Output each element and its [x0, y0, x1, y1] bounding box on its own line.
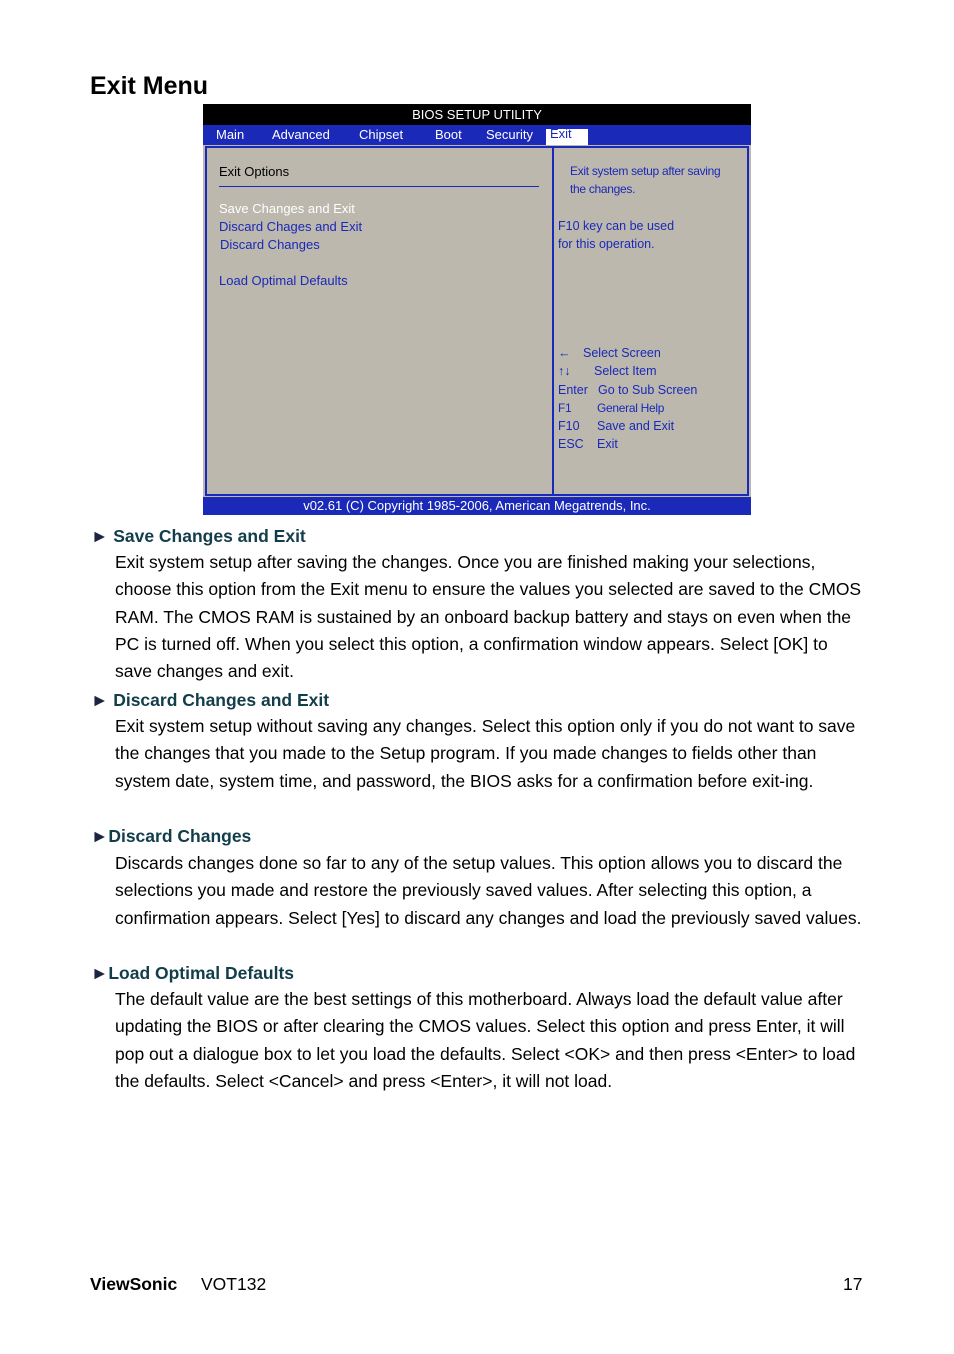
left-arrow-icon: ←: [558, 346, 571, 360]
arrow-right-icon: ►: [91, 826, 109, 846]
bios-panel-divider: [552, 148, 554, 494]
page-title: Exit Menu: [90, 72, 209, 100]
menu-item-discard-changes[interactable]: Discard Changes: [220, 237, 320, 252]
menu-item-save-changes-and-exit[interactable]: Save Changes and Exit: [219, 201, 355, 216]
arrow-right-icon: ►: [91, 690, 114, 710]
section-heading-save-changes-and-exit: ► Save Changes and Exit: [91, 526, 306, 546]
arrow-right-icon: ►: [91, 526, 114, 546]
key-legend-save-and-exit: F10 Save and Exit: [558, 419, 675, 433]
heading-underline: [219, 186, 539, 187]
up-down-arrow-icon: ↑↓: [558, 364, 571, 378]
exit-options-heading: Exit Options: [219, 164, 290, 179]
tab-security[interactable]: Security: [486, 127, 533, 142]
bios-copyright-bar: v02.61 (C) Copyright 1985-2006, American Megatrends, Inc.: [203, 497, 751, 515]
key-legend-sub-screen: Enter Go to Sub Screen: [558, 383, 698, 397]
key-legend-general-help: F1 General Help: [558, 401, 665, 415]
tab-chipset[interactable]: Chipset: [359, 127, 404, 142]
help-text-line-1: Exit system setup after saving: [570, 164, 721, 178]
help-text-line-4: for this operation.: [558, 237, 655, 251]
section-body-discard-changes: Discards changes done so far to any of the setup values. This option allows you to discard the selections you made and restore the previously saved values. After selecting this option, a confirmation appears. Select [Yes] to discard any changes and load the previously saved values.: [115, 853, 862, 928]
menu-item-load-optimal-defaults[interactable]: Load Optimal Defaults: [219, 273, 348, 288]
bios-menu-bar: [203, 125, 751, 145]
section-heading-discard-changes: ►Discard Changes: [91, 826, 252, 846]
bios-content-frame: [205, 146, 749, 496]
key-legend-select-item: ↑↓ Select Item: [558, 364, 657, 378]
bios-title-bar: BIOS SETUP UTILITY: [203, 104, 751, 125]
arrow-right-icon: ►: [91, 963, 109, 983]
tab-main[interactable]: Main: [216, 127, 245, 142]
help-text-line-2: the changes.: [570, 182, 636, 196]
section-body-discard-changes-and-exit: Exit system setup without saving any changes. Select this option only if you do not want to save the changes that you made to the Setup program. If you made changes to fields other than system date, system time, and password, the BIOS asks for a confirmation before exit-ing.: [115, 716, 856, 791]
key-legend-exit: ESC Exit: [558, 437, 618, 451]
section-heading-load-optimal-defaults: ►Load Optimal Defaults: [91, 963, 295, 983]
key-legend-select-screen: ← Select Screen: [558, 346, 661, 360]
tab-advanced[interactable]: Advanced: [272, 127, 330, 142]
section-body-save-changes-and-exit: Exit system setup after saving the changes. Once you are finished making your selections, choose this option from the Exit menu to ensure the values you selected are saved to the CMOS RAM. The CMOS RAM is sustained by an onboard backup battery and stays on even when the PC is turned off. When you select this option, a confirmation window appears. Select [OK] to save changes and exit.: [115, 552, 862, 682]
section-heading-discard-changes-and-exit: ► Discard Changes and Exit: [91, 690, 330, 710]
page-number: 17: [843, 1274, 863, 1294]
tab-boot[interactable]: Boot: [435, 127, 462, 142]
tab-exit[interactable]: Exit: [546, 129, 588, 145]
section-body-load-optimal-defaults: The default value are the best settings of this motherboard. Always load the default value after updating the BIOS or after clearing the CMOS values. Select this option and press Enter, it will pop out a dialogue box to let you load the defaults. Select <OK> and then press <Enter> to load the defaults. Select <Cancel> and press <Enter>, it will not load.: [115, 989, 856, 1091]
bios-screenshot: [203, 104, 751, 515]
menu-item-discard-changes-and-exit[interactable]: Discard Chages and Exit: [219, 219, 363, 234]
footer-model: VOT132: [201, 1274, 267, 1294]
help-text-line-3: F10 key can be used: [558, 219, 675, 233]
footer-brand: ViewSonic: [90, 1274, 178, 1294]
